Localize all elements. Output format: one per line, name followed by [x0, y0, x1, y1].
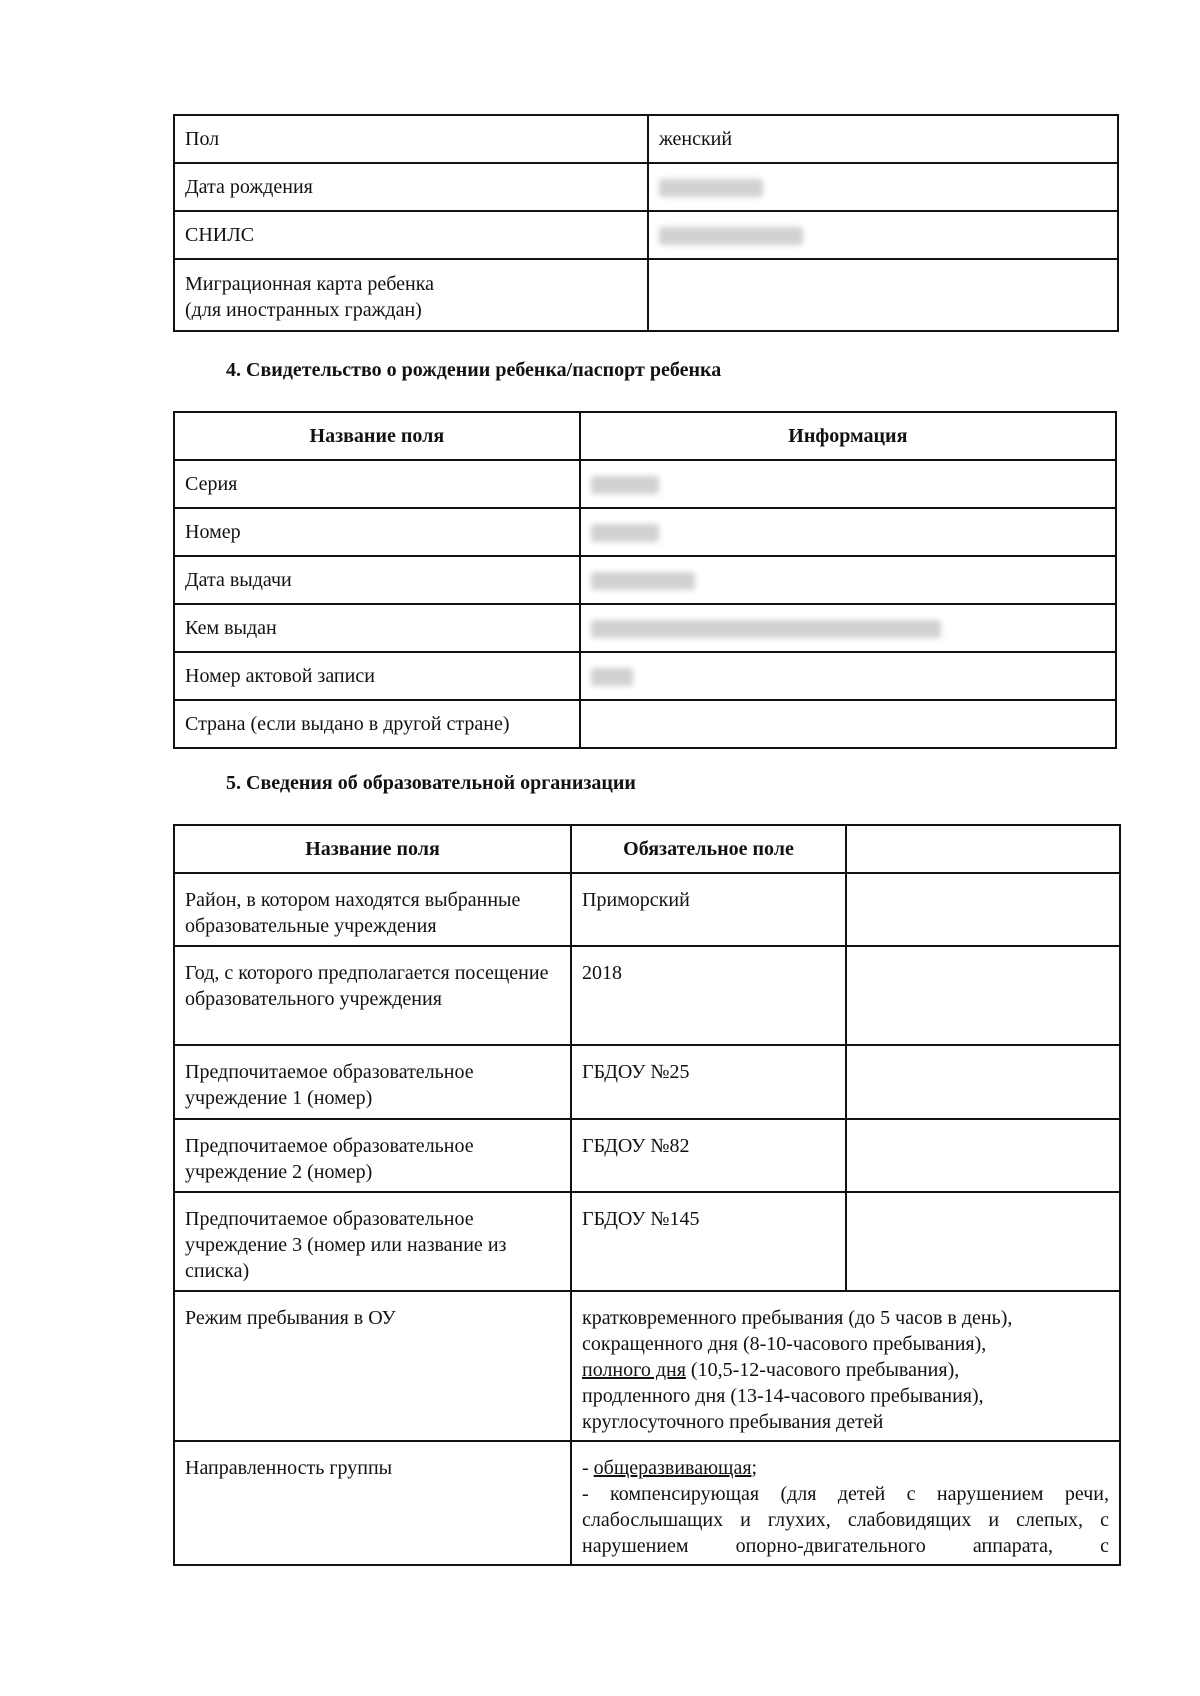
redacted-value [591, 620, 941, 638]
field-label: Дата выдачи [174, 556, 580, 604]
field-value [648, 259, 1118, 331]
field-label: Предпочитаемое образовательное учреждение 2 (номер) [174, 1119, 571, 1192]
redacted-value [591, 476, 659, 494]
field-label: Район, в котором находятся выбранные образовательные учреждения [174, 873, 571, 946]
field-label: Направленность группы [174, 1441, 571, 1565]
table-row [174, 508, 1116, 556]
field-value: Приморский [571, 873, 846, 946]
column-header: Информация [580, 412, 1116, 460]
section-5-title: 5. Сведения об образовательной организации [226, 772, 636, 794]
field-value-redacted [648, 211, 1118, 259]
table-row [174, 873, 1120, 946]
option-line: сокращенного дня (8-10-часового пребывания), [582, 1333, 987, 1355]
empty-cell [846, 873, 1120, 946]
field-value-redacted [580, 508, 1116, 556]
table-row [174, 1045, 1120, 1119]
field-value [580, 700, 1116, 748]
field-value: ГБДОУ №25 [571, 1045, 846, 1119]
redacted-value [591, 668, 633, 686]
table-row [174, 1291, 1120, 1441]
option-paragraph: - компенсирующая (для детей с нарушением речи, слабослышащих и глухих, слабовидящих и слепых, с нарушением опорно-двигательного аппарата, с [582, 1483, 1109, 1557]
option-line: продленного дня (13-14-часового пребывания), [582, 1385, 984, 1407]
empty-cell [846, 1119, 1120, 1192]
field-value: 2018 [571, 946, 846, 1045]
option-line: круглосуточного пребывания детей [582, 1411, 884, 1433]
table-row [174, 1441, 1120, 1565]
field-label: Номер [174, 508, 580, 556]
field-label: Номер актовой записи [174, 652, 580, 700]
personal-info-table [173, 114, 1119, 332]
table-header-row [174, 825, 1120, 873]
table-row [174, 211, 1118, 259]
empty-cell [846, 1045, 1120, 1119]
field-value-redacted [580, 652, 1116, 700]
redacted-value [659, 179, 763, 197]
table-row [174, 460, 1116, 508]
table-row [174, 946, 1120, 1045]
field-label: Предпочитаемое образовательное учреждение 1 (номер) [174, 1045, 571, 1119]
table-row [174, 259, 1118, 331]
birth-certificate-table [173, 411, 1117, 749]
field-value-redacted [648, 163, 1118, 211]
table-row [174, 652, 1116, 700]
option-dash: - [582, 1457, 594, 1479]
redacted-value [659, 227, 803, 245]
field-label: Кем выдан [174, 604, 580, 652]
table-row [174, 700, 1116, 748]
field-label-line: (для иностранных граждан) [185, 299, 422, 321]
field-label: Серия [174, 460, 580, 508]
table-row [174, 1192, 1120, 1291]
table-row [174, 1119, 1120, 1192]
field-value-redacted [580, 556, 1116, 604]
section-4-title: 4. Свидетельство о рождении ребенка/паспорт ребенка [226, 359, 722, 381]
option-text: ; [751, 1457, 758, 1479]
stay-mode-options [571, 1291, 1120, 1441]
selected-option: полного дня [582, 1359, 686, 1381]
field-label: Дата рождения [174, 163, 648, 211]
field-label-line: Миграционная карта ребенка [185, 273, 435, 295]
field-label: СНИЛС [174, 211, 648, 259]
option-line-selected [582, 1357, 1109, 1383]
column-header: Название поля [174, 825, 571, 873]
redacted-value [591, 572, 695, 590]
option-line-selected [582, 1455, 1109, 1481]
field-value-redacted [580, 460, 1116, 508]
column-header: Название поля [174, 412, 580, 460]
field-label: Режим пребывания в ОУ [174, 1291, 571, 1441]
table-row [174, 604, 1116, 652]
field-label: Предпочитаемое образовательное учреждение 3 (номер или название из списка) [174, 1192, 571, 1291]
field-value: ГБДОУ №145 [571, 1192, 846, 1291]
group-direction-options [571, 1441, 1120, 1565]
selected-option: общеразвивающая [593, 1457, 752, 1479]
table-row [174, 556, 1116, 604]
column-header [846, 825, 1120, 873]
empty-cell [846, 1192, 1120, 1291]
column-header: Обязательное поле [571, 825, 846, 873]
field-label: Пол [174, 115, 648, 163]
option-text: (10,5-12-часового пребывания), [685, 1359, 960, 1381]
option-line: кратковременного пребывания (до 5 часов в день), [582, 1307, 1013, 1329]
field-value: женский [648, 115, 1118, 163]
field-label: Год, с которого предполагается посещение образовательного учреждения [174, 946, 571, 1045]
table-header-row [174, 412, 1116, 460]
field-label [174, 259, 648, 331]
field-label: Страна (если выдано в другой стране) [174, 700, 580, 748]
empty-cell [846, 946, 1120, 1045]
table-row [174, 115, 1118, 163]
education-org-table [173, 824, 1121, 1566]
field-value-redacted [580, 604, 1116, 652]
table-row [174, 163, 1118, 211]
field-value: ГБДОУ №82 [571, 1119, 846, 1192]
redacted-value [591, 524, 659, 542]
